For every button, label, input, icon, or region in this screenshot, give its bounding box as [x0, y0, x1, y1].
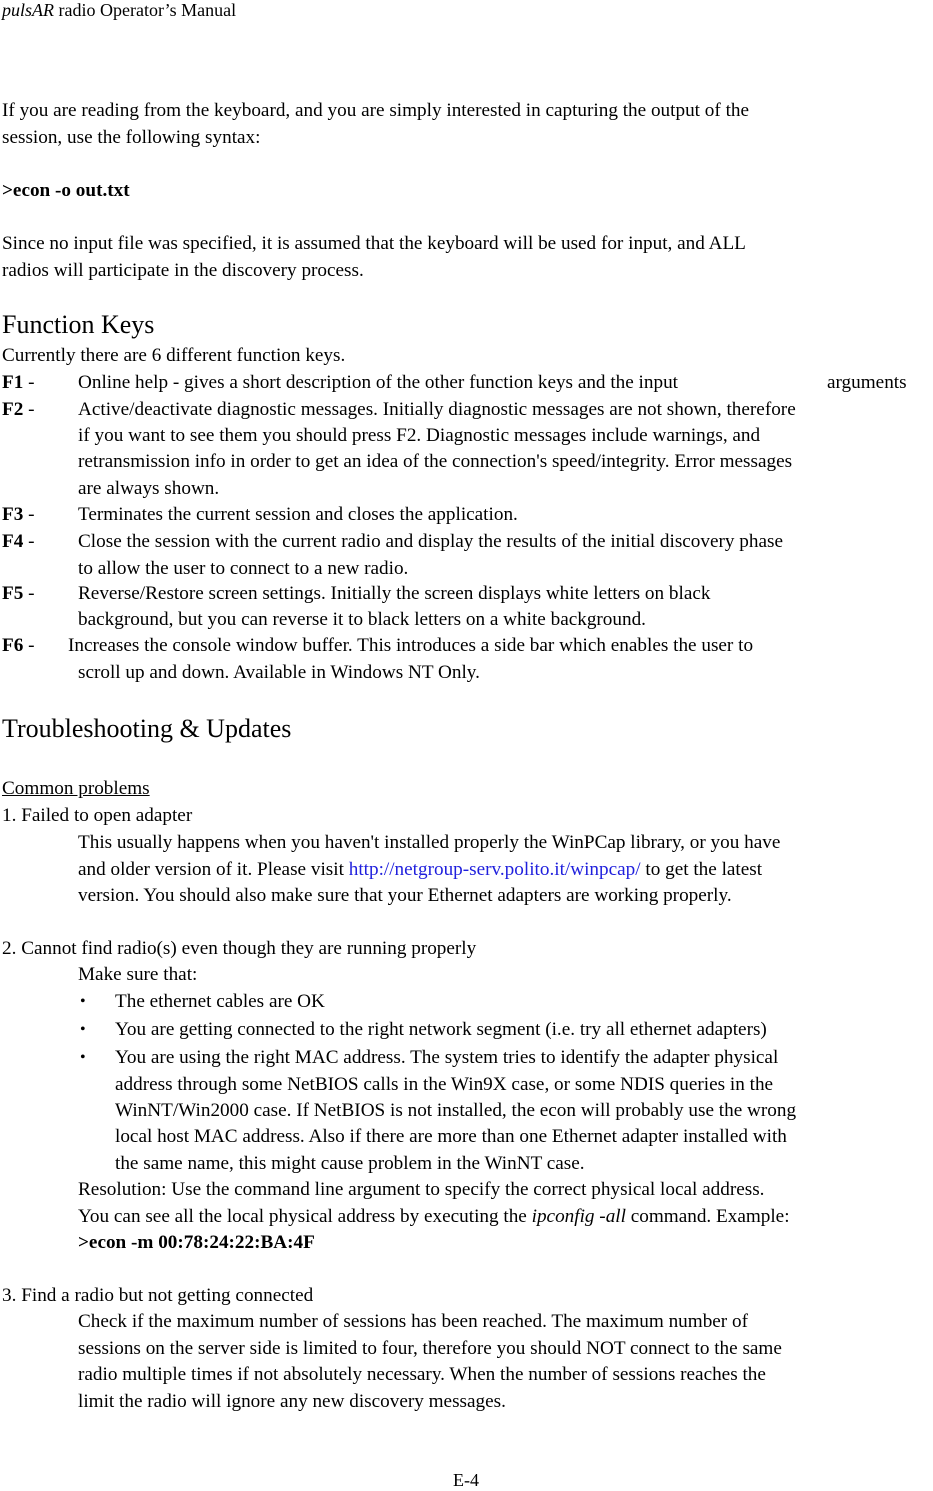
f2-desc-line: retransmission info in order to get an idea of the connection's speed/integrity. Error messages — [78, 451, 793, 472]
f1-key-label: F1 - — [2, 372, 35, 393]
header-title-italic: pulsAR — [2, 0, 54, 20]
header-title-rest: radio Operator’s Manual — [54, 0, 237, 20]
problem-3-text: radio multiple times if not absolutely necessary. When the number of sessions reaches the — [78, 1364, 766, 1385]
problem-3-text: limit the radio will ignore any new discovery messages. — [78, 1391, 506, 1412]
running-header — [2, 0, 236, 24]
problem-2-bullet-3-line: the same name, this might cause problem in the WinNT case. — [115, 1153, 585, 1174]
f5-desc-line: background, but you can reverse it to black letters on a white background. — [78, 609, 646, 630]
intro-line-2: session, use the following syntax: — [2, 127, 261, 148]
problem-2-bullet-3-line: local host MAC address. Also if there are more than one Ethernet adapter installed with — [115, 1126, 787, 1147]
problem-1-text-with-link: and older version of it. Please visit http://netgroup-serv.polito.it/winpcap/ to get the latest — [78, 859, 763, 880]
f2-desc-line: Active/deactivate diagnostic messages. Initially diagnostic messages are not shown, therefore — [78, 399, 796, 420]
f5-key-label: F5 - — [2, 583, 35, 604]
problem-1-text: version. You should also make sure that your Ethernet adapters are working properly. — [78, 885, 732, 906]
intro-line-1: If you are reading from the keyboard, and you are simply interested in capturing the output of the — [2, 100, 750, 121]
winpcap-link[interactable]: http://netgroup-serv.polito.it/winpcap/ — [348, 859, 641, 880]
bullet-point: • — [80, 993, 86, 1010]
f4-key-label: F4 - — [2, 531, 35, 552]
problem-1-text: This usually happens when you haven't installed properly the WinPCap library, or you have — [78, 832, 781, 853]
common-problems-subheading: Common problems — [2, 778, 150, 799]
f5-desc-line: Reverse/Restore screen settings. Initially the screen displays white letters on black — [78, 583, 711, 604]
problem-2-bullet-2: You are getting connected to the right network segment (i.e. try all ethernet adapters) — [115, 1019, 767, 1040]
problem-2-make-sure: Make sure that: — [78, 964, 198, 985]
intro-note-2: radios will participate in the discovery process. — [2, 260, 364, 281]
f6-desc-line: Increases the console window buffer. This introduces a side bar which enables the user to — [68, 635, 754, 656]
problem-3-text: sessions on the server side is limited to four, therefore you should NOT connect to the same — [78, 1338, 782, 1359]
f1-desc-end: arguments — [827, 372, 907, 393]
f3-key-label: F3 - — [2, 504, 35, 525]
function-keys-intro: Currently there are 6 different function keys. — [2, 345, 346, 366]
problem-2-bullet-3-line: WinNT/Win2000 case. If NetBIOS is not installed, the econ will probably use the wrong — [115, 1100, 797, 1121]
f2-desc-line: if you want to see them you should press F2. Diagnostic messages include warnings, and — [78, 425, 761, 446]
problem-2-title: 2. Cannot find radio(s) even though they are running properly — [2, 938, 477, 959]
problem-3-text: Check if the maximum number of sessions has been reached. The maximum number of — [78, 1311, 748, 1332]
problem-2-bullet-1: The ethernet cables are OK — [115, 991, 325, 1012]
function-keys-heading: Function Keys — [2, 310, 155, 339]
f1-desc: Online help - gives a short description of the other function keys and the input — [78, 372, 679, 393]
problem-2-bullet-3-line: You are using the right MAC address. The system tries to identify the adapter physical — [115, 1047, 779, 1068]
bullet-point: • — [80, 1049, 86, 1066]
problem-1-title: 1. Failed to open adapter — [2, 805, 193, 826]
command-example-mac: >econ -m 00:78:24:22:BA:4F — [78, 1232, 315, 1253]
f4-desc-line: Close the session with the current radio and display the results of the initial discovery phase — [78, 531, 783, 552]
problem-2-see-all: You can see all the local physical address by executing the ipconfig -all command. Example: — [78, 1206, 790, 1227]
troubleshooting-heading: Troubleshooting & Updates — [2, 714, 292, 743]
bullet-point: • — [80, 1021, 86, 1038]
f3-desc: Terminates the current session and closes the application. — [78, 504, 518, 525]
intro-note-1: Since no input file was specified, it is assumed that the keyboard will be used for input, and ALL — [2, 233, 746, 254]
page-number: E-4 — [453, 1470, 479, 1490]
ipconfig-command: ipconfig -all — [531, 1206, 626, 1227]
f2-desc-line: are always shown. — [78, 478, 220, 499]
f6-key-label: F6 - — [2, 635, 35, 656]
problem-2-resolution: Resolution: Use the command line argument to specify the correct physical local address. — [78, 1179, 765, 1200]
f6-desc-line: scroll up and down. Available in Windows NT Only. — [78, 662, 480, 683]
f4-desc-line: to allow the user to connect to a new radio. — [78, 558, 409, 579]
f2-key-label: F2 - — [2, 399, 35, 420]
problem-3-title: 3. Find a radio but not getting connected — [2, 1285, 314, 1306]
command-example-output: >econ -o out.txt — [2, 180, 130, 201]
problem-2-bullet-3-line: address through some NetBIOS calls in the Win9X case, or some NDIS queries in the — [115, 1074, 774, 1095]
